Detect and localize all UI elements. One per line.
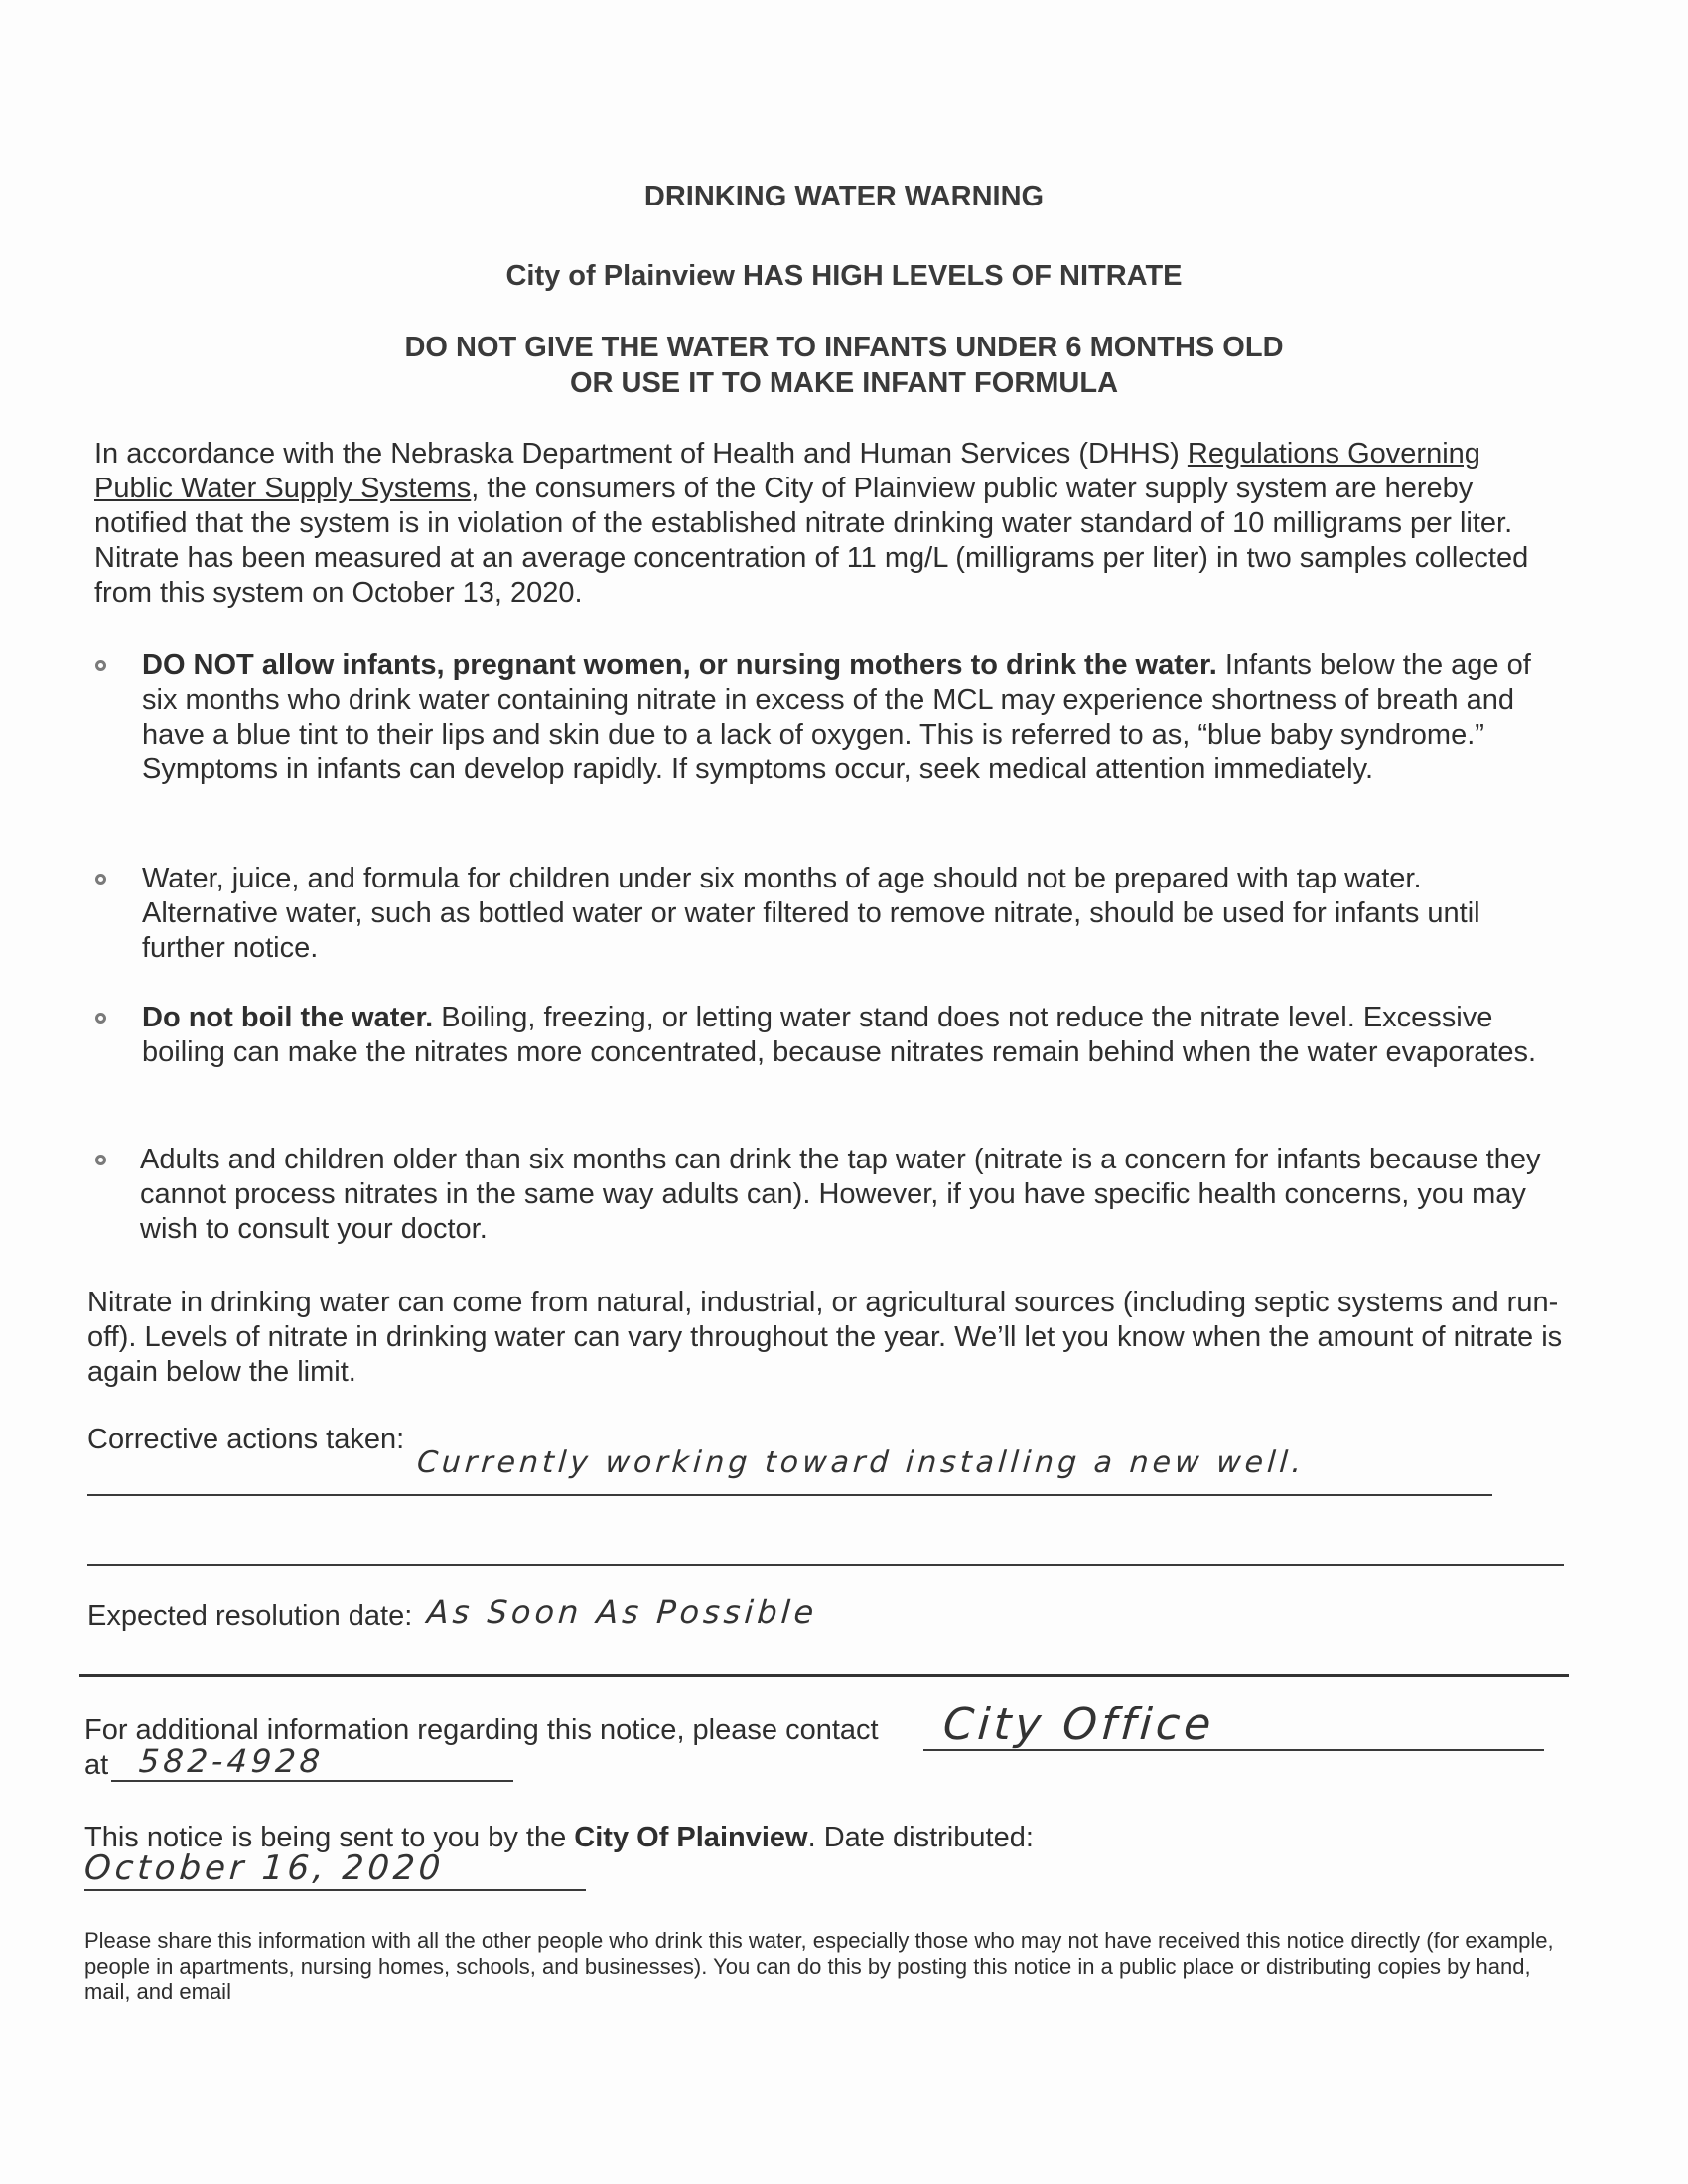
intro-text-start: In accordance with the Nebraska Department of Health and Human Services (DHHS) [94, 438, 1188, 470]
corrective-actions-label: Corrective actions taken: [87, 1424, 405, 1455]
corrective-actions-line [87, 1494, 1492, 1496]
bullet-item-boil-bold: Do not boil the water. [142, 1002, 434, 1033]
phone-line [111, 1780, 513, 1782]
bullet-item-formula-text: Water, juice, and formula for children under six months of age should not be prepared with tap water. Alternative water, such as bottled water or water filtered to remove nitrate, should be used for infants until further notice. [142, 863, 1480, 964]
date-distributed-line [84, 1889, 586, 1891]
bullet-dot-icon [95, 1155, 106, 1165]
contact-value: City Office [941, 1700, 1217, 1750]
bullet-item-boil [142, 1001, 1552, 1070]
bullet-item-formula [142, 862, 1552, 966]
bullet-item-boil-text: Boiling, freezing, or letting water stand does not reduce the nitrate level. Excessive boiling can make the nitrates more concentrated, because nitrates remain behind when the water evaporates. [142, 1002, 1537, 1068]
date-distributed-value: October 16, 2020 [82, 1848, 446, 1888]
bullet-item-adults-text: Adults and children older than six months can drink the tap water (nitrate is a concern for infants because they cannot process nitrates in the same way adults can). However, if you have specific health concerns, you may wish to consult your doctor. [140, 1144, 1541, 1245]
notice-title: DRINKING WATER WARNING [643, 181, 1045, 212]
bullet-item-infants-bold: DO NOT allow infants, pregnant women, or nursing mothers to drink the water. [142, 649, 1217, 681]
bullet-dot-icon [95, 1013, 106, 1024]
bullet-item-infants-text: Infants below the age of six months who drink water containing nitrate in excess of the MCL may experience shortness of breath and have a blue tint to their lips and skin due to a lack of oxygen. This is referred to as, “blue baby syndrome.” Symptoms in infants can develop rapidly. If symptoms occur, seek medical attention immediately. [142, 649, 1531, 785]
warning-line-2: OR USE IT TO MAKE INFANT FORMULA [569, 367, 1119, 399]
sent-by-city: City Of Plainview [574, 1822, 808, 1853]
resolution-date-label: Expected resolution date: [87, 1600, 413, 1632]
sent-by-prefix: This notice is being sent to you by the [84, 1822, 575, 1853]
share-notice-footer: Please share this information with all the other people who drink this water, especially those who may not have received this notice directly (for example, people in apartments, nursing homes, schools, and businesses). You can do this by posting this notice in a public place or distributing copies by hand, mail, and email [84, 1928, 1554, 2004]
corrective-actions-value: Currently working toward installing a new well. [415, 1445, 1307, 1480]
corrective-actions-line-2 [87, 1564, 1564, 1566]
notice-subtitle: City of Plainview HAS HIGH LEVELS OF NITRATE [505, 260, 1183, 292]
intro-text-end: , the consumers of the City of Plainview public water supply system are hereby notified that the system is in violation of the established nitrate drinking water standard of 10 milligrams per liter. Nitrate has been measured at an average concentration of 11 mg/L (milligrams per liter) in two samples collected from this system on October 13, 2020. [94, 473, 1529, 609]
bullet-dot-icon [95, 874, 106, 885]
bullet-dot-icon [95, 660, 106, 671]
sources-paragraph: Nitrate in drinking water can come from natural, industrial, or agricultural sources (including septic systems and run-off). Levels of nitrate in drinking water can vary throughout the year. We’ll let you know when the amount of nitrate is again below the limit. [87, 1287, 1563, 1388]
resolution-date-line [79, 1674, 1569, 1677]
contact-label: For additional information regarding this notice, please contact [84, 1714, 879, 1746]
contact-line [923, 1749, 1544, 1751]
warning-line-1: DO NOT GIVE THE WATER TO INFANTS UNDER 6 MONTHS OLD [404, 332, 1284, 363]
intro-paragraph [94, 437, 1554, 611]
regulations-reference: Regulations Governing Public Water Supply Systems [94, 438, 1480, 504]
phone-at-label: at [84, 1749, 109, 1781]
sent-by-suffix: . Date distributed: [807, 1822, 1034, 1853]
bullet-item-adults [140, 1143, 1560, 1247]
resolution-date-value: As Soon As Possible [425, 1593, 819, 1631]
phone-value: 582-4928 [137, 1742, 326, 1780]
bullet-item-infants [142, 648, 1552, 787]
